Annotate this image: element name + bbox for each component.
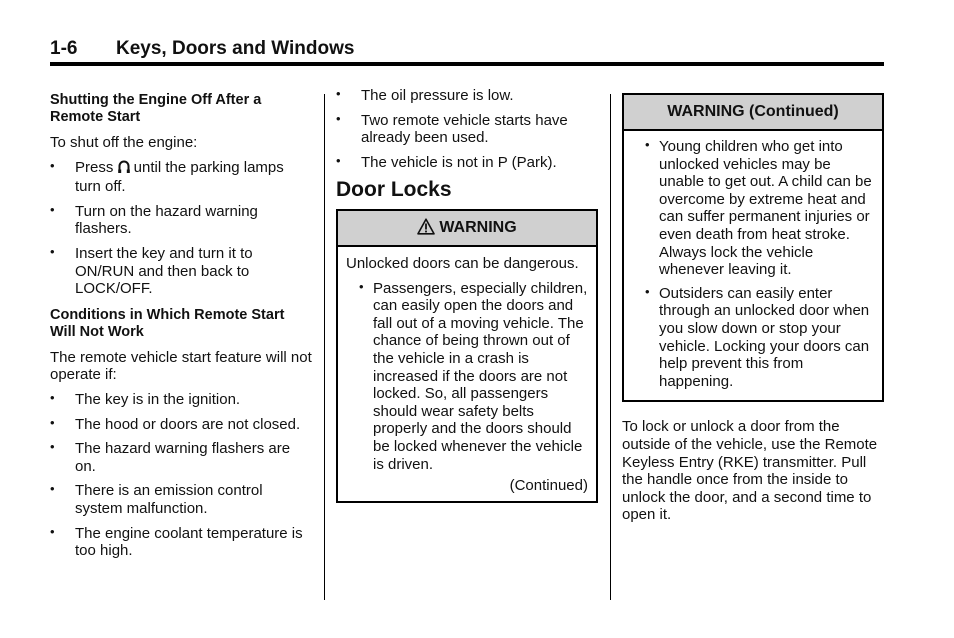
warning-intro: Unlocked doors can be dangerous.	[346, 254, 579, 272]
warning-title: WARNING	[439, 218, 517, 236]
conditions-list-continued	[336, 87, 598, 171]
warning-header	[338, 211, 596, 247]
page-header	[50, 38, 884, 60]
list-item: • Turn on the hazard warning flashers.	[50, 203, 312, 238]
warning-list	[346, 280, 588, 474]
warning-box-continued	[622, 93, 884, 402]
list-item: • The hazard warning flashers are on.	[50, 440, 312, 475]
door-lock-instructions: To lock or unlock a door from the outside of the vehicle, use the Remote Keyless Entry (RKE) transmitter. Pull the handle once from the inside to unlock the door, and a second time to open it.	[622, 418, 878, 524]
conditions-list	[50, 391, 312, 560]
list-item: • The engine coolant temperature is too high.	[50, 525, 312, 560]
list-item: • Outsiders can easily enter through an unlocked door when you slow down or stop your vehicle. Locking your doors can help prevent this from happening.	[632, 285, 874, 391]
column-divider-2	[610, 94, 611, 600]
column-3	[622, 93, 884, 531]
warning-list-continued	[632, 138, 874, 390]
heading-conditions: Conditions in Which Remote Start Will Not Work	[50, 306, 285, 340]
warning-header-continued: WARNING (Continued)	[624, 95, 882, 131]
section-title-door-locks: Door Locks	[336, 178, 452, 202]
list-item: • Young children who get into unlocked vehicles may be unable to get out. A child can be overcome by extreme heat and can suffer permanent injuries or even death from heat stroke. Always lock the vehicle whenever leaving it.	[632, 138, 874, 279]
column-1	[50, 92, 312, 567]
intro-conditions: The remote vehicle start feature will not operate if:	[50, 348, 312, 384]
list-item: • The hood or doors are not closed.	[50, 416, 312, 434]
warning-body-continued	[624, 131, 882, 400]
list-item	[50, 159, 312, 196]
page-title: Keys, Doors and Windows	[116, 38, 355, 59]
list-item: • Passengers, especially children, can easily open the doors and fall out of a moving vehicle. The chance of being thrown out of the vehicle in a crash is increased if the doors are not locked. So, all passengers should wear safety belts properly and the doors should be locked whenever the vehicle is driven.	[346, 280, 588, 474]
press-suffix: until the parking lamps turn off.	[75, 158, 284, 196]
press-prefix: Press	[75, 158, 114, 176]
shut-off-steps	[50, 159, 312, 298]
header-rule	[50, 62, 884, 66]
list-item: • The oil pressure is low.	[336, 87, 598, 105]
list-item: • There is an emission control system malfunction.	[50, 482, 312, 517]
column-2	[336, 87, 598, 503]
continued-label: (Continued)	[509, 477, 588, 495]
column-divider-1	[324, 94, 325, 600]
intro-shut-off: To shut off the engine:	[50, 134, 198, 151]
warning-body	[338, 247, 596, 501]
warning-box	[336, 209, 598, 503]
page-number: 1-6	[50, 38, 78, 59]
warning-triangle-icon	[417, 214, 435, 248]
list-item: • Two remote vehicle starts have already been used.	[336, 112, 598, 147]
list-item: • Insert the key and turn it to ON/RUN and then back to LOCK/OFF.	[50, 245, 312, 298]
list-item: • The key is in the ignition.	[50, 391, 312, 409]
remote-start-icon	[118, 160, 130, 179]
list-item: • The vehicle is not in P (Park).	[336, 154, 598, 172]
heading-shutting-engine-off: Shutting the Engine Off After a Remote Start	[50, 92, 262, 125]
